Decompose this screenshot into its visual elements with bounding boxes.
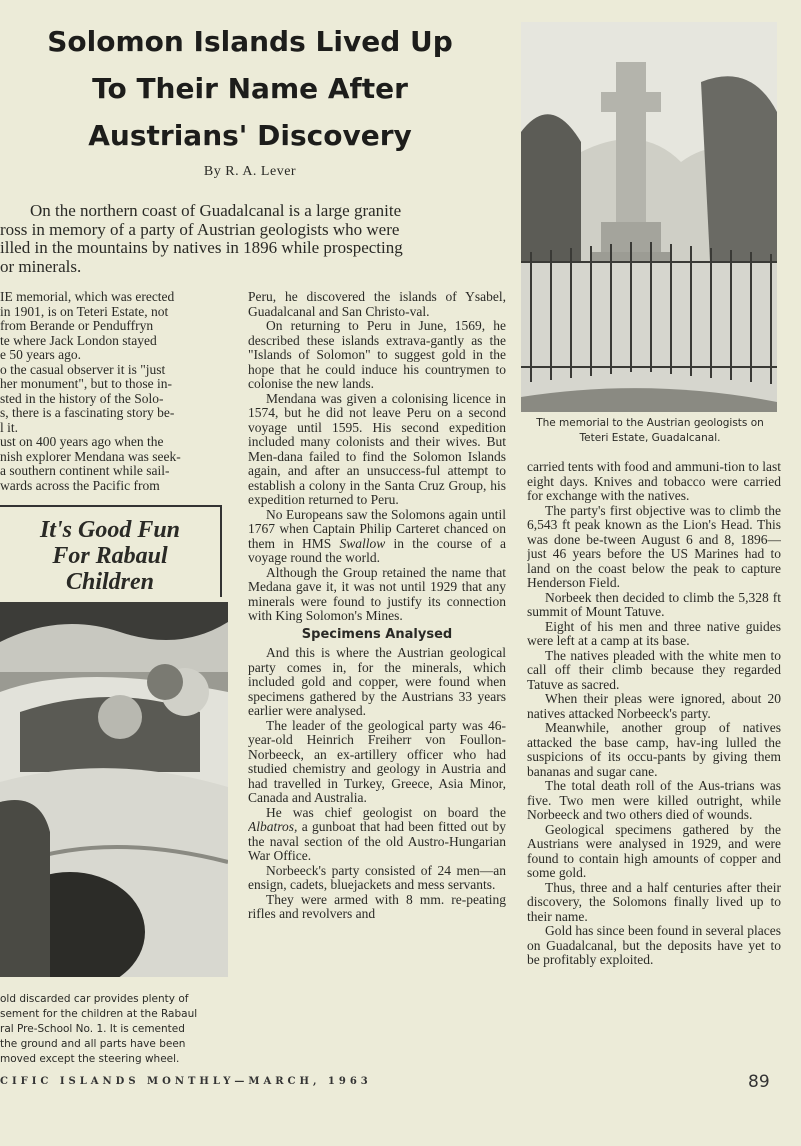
- column-1-line: from Berande or Penduffryn: [0, 319, 154, 333]
- ship-name: Albatros,: [248, 819, 298, 834]
- paragraph: Peru, he discovered the islands of Ysabel, Guadalcanal and San Christo-val.: [248, 290, 506, 319]
- column-1-line: wards across the Pacific from: [0, 478, 160, 493]
- column-1-line: a southern continent while sail-: [0, 464, 170, 478]
- paragraph: Meanwhile, another group of natives attacked the base camp, hav-ing lulled the suspicions of its occu-pants by giving them bananas and sugar cane.: [527, 720, 781, 779]
- paragraph: Thus, three and a half centuries after their discovery, the Solomons finally lived up to their name.: [527, 879, 781, 924]
- intro-line-3: illed in the mountains by natives in 1896 while prospecting: [0, 239, 403, 257]
- sidebar-box: [0, 505, 222, 597]
- column-1-line: in 1901, is on Teteri Estate, not: [0, 304, 169, 319]
- intro-line-1: On the northern coast of Guadalcanal is a large granite: [30, 202, 402, 220]
- left-photo-caption: [0, 992, 235, 1067]
- caption-line: moved except the steering wheel.: [0, 1053, 180, 1065]
- memorial-illustration: [521, 22, 777, 412]
- article-headline: [0, 18, 500, 159]
- page-number: 89: [748, 1072, 770, 1092]
- column-1-line: her monument", but to those in-: [0, 377, 172, 391]
- column-2: [248, 290, 506, 1070]
- paragraph: Although the Group retained the name that Medana gave it, it was not until 1929 that any minerals were found to justify its connection with King Solomon's Mines.: [248, 564, 506, 623]
- caption-line: sement for the children at the Rabaul: [0, 1008, 198, 1020]
- ship-name: Swallow: [339, 535, 386, 551]
- paragraph: Gold has since been found in several places on Guadalcanal, but the deposits have yet to be profitably exploited.: [527, 923, 781, 967]
- sidebar-title-line-3: Children: [65, 569, 155, 595]
- paragraph: carried tents with food and ammuni-tion to last eight days. Knives and tobacco were carried for exchange with the natives.: [527, 460, 781, 503]
- memorial-photo: [521, 22, 777, 412]
- section-subheading: Specimens Analysed: [301, 626, 453, 642]
- column-1-line: s, there is a fascinating story be-: [0, 406, 175, 420]
- text-run: a gunboat that had been fitted out by the naval section of the old Austro-Hungarian War Office.: [248, 819, 506, 863]
- children-car-photo: [0, 602, 228, 977]
- paragraph: Norbeek then decided to climb the 5,328 ft summit of Mount Tatuve.: [527, 589, 781, 619]
- caption-line: the ground and all parts have been: [0, 1038, 186, 1050]
- intro-paragraph: [0, 202, 490, 276]
- paragraph: On returning to Peru in June, 1569, he described these islands extrava-gantly as the "Islands of Solomon" to suggest gold in the hope that he could induce his countrymen to colonise the new lands.: [248, 318, 506, 391]
- intro-line-4: or minerals.: [0, 257, 82, 276]
- headline-line-2: To Their Name After: [92, 72, 408, 105]
- headline-line-1: Solomon Islands Lived Up: [47, 25, 453, 58]
- sidebar-title: [0, 517, 220, 595]
- byline: By R. A. Lever: [203, 164, 297, 179]
- paragraph: Mendana was given a colonising licence in 1574, but he did not leave Peru on a second voyage until 1595. His second expedition included many colonists and their wives. But Men-dana failed to find the Solomon Islands again, and after an unsuccess-ful attempt to establish a colony in the Santa Cruz Group, his expedition returned to Peru.: [248, 390, 506, 507]
- paragraph: They were armed with 8 mm. re-peating rifles and revolvers and: [248, 891, 506, 921]
- paragraph: Norbeeck's party consisted of 24 men—an ensign, cadets, bluejackets and mess servants.: [248, 862, 506, 892]
- column-1-line: ust on 400 years ago when the: [0, 435, 164, 449]
- paragraph: The total death roll of the Aus-trians was five. Two men were killed outright, while Norbeeck and two others died of wounds.: [527, 778, 781, 822]
- paragraph: The natives pleaded with the white men to call off their climb because they regarded Tatuve as sacred.: [527, 647, 781, 692]
- paragraph: [248, 508, 506, 566]
- text-run: He was chief geologist on board the: [266, 804, 506, 820]
- page-footer: CIFIC ISLANDS MONTHLY—MARCH, 1963: [0, 1076, 372, 1087]
- paragraph: Geological specimens gathered by the Austrians were analysed in 1929, and were found to contain high amounts of copper and some gold.: [527, 821, 781, 880]
- column-1-line: o the casual observer it is "just: [0, 362, 166, 377]
- column-1-line: sted in the history of the Solo-: [0, 391, 164, 406]
- text-run: in the course of a voyage round the world.: [248, 535, 506, 565]
- paragraph: The party's first objective was to climb the 6,543 ft peak known as the Lion's Head. This was done be-tween August 6 and 8, 1896—just 46 years before the US Marines had to land on the coast below the peak to capture Henderson Field.: [527, 502, 781, 590]
- column-3: [527, 460, 781, 1070]
- column-1-line: e 50 years ago.: [0, 348, 81, 362]
- text-run: No Europeans saw the Solomons again until 1767 when Captain Philip Carteret chanced on them in HMS: [248, 506, 506, 551]
- paragraph: The leader of the geological party was 46-year-old Heinrich Freiherr von Foullon-Norbeeck, an ex-artillery officer who had studied chemistry and geology in Austria and had travelled in Turkey, Greece, Asia Minor, Canada and Australia.: [248, 717, 506, 805]
- sidebar-title-line-2: For Rabaul: [52, 543, 168, 569]
- column-1-line: IE memorial, which was erected: [0, 290, 175, 304]
- caption-line: ral Pre-School No. 1. It is cemented: [0, 1023, 185, 1035]
- column-1-line: te where Jack London stayed: [0, 333, 157, 348]
- paragraph: [248, 806, 506, 864]
- paragraph: And this is where the Austrian geological party comes in, for the minerals, which included gold and copper, were found when specimens gathered by the Austrians 33 years earlier were analysed.: [248, 645, 506, 718]
- intro-line-2: ross in memory of a party of Austrian geologists who were: [0, 220, 400, 239]
- column-1: [0, 290, 228, 500]
- column-1-line: nish explorer Mendana was seek-: [0, 449, 181, 464]
- headline-line-3: Austrians' Discovery: [88, 119, 412, 152]
- column-1-line: l it.: [0, 420, 19, 435]
- right-photo-caption: The memorial to the Austrian geologists on Teteri Estate, Guadalcanal.: [536, 417, 764, 444]
- caption-line: old discarded car provides plenty of: [0, 993, 189, 1005]
- children-car-illustration: [0, 602, 228, 977]
- paragraph: Eight of his men and three native guides were left at a camp at its base.: [527, 618, 781, 648]
- sidebar-title-line-1: It's Good Fun: [39, 517, 181, 543]
- paragraph: When their pleas were ignored, about 20 natives attacked Norbeeck's party.: [527, 691, 781, 721]
